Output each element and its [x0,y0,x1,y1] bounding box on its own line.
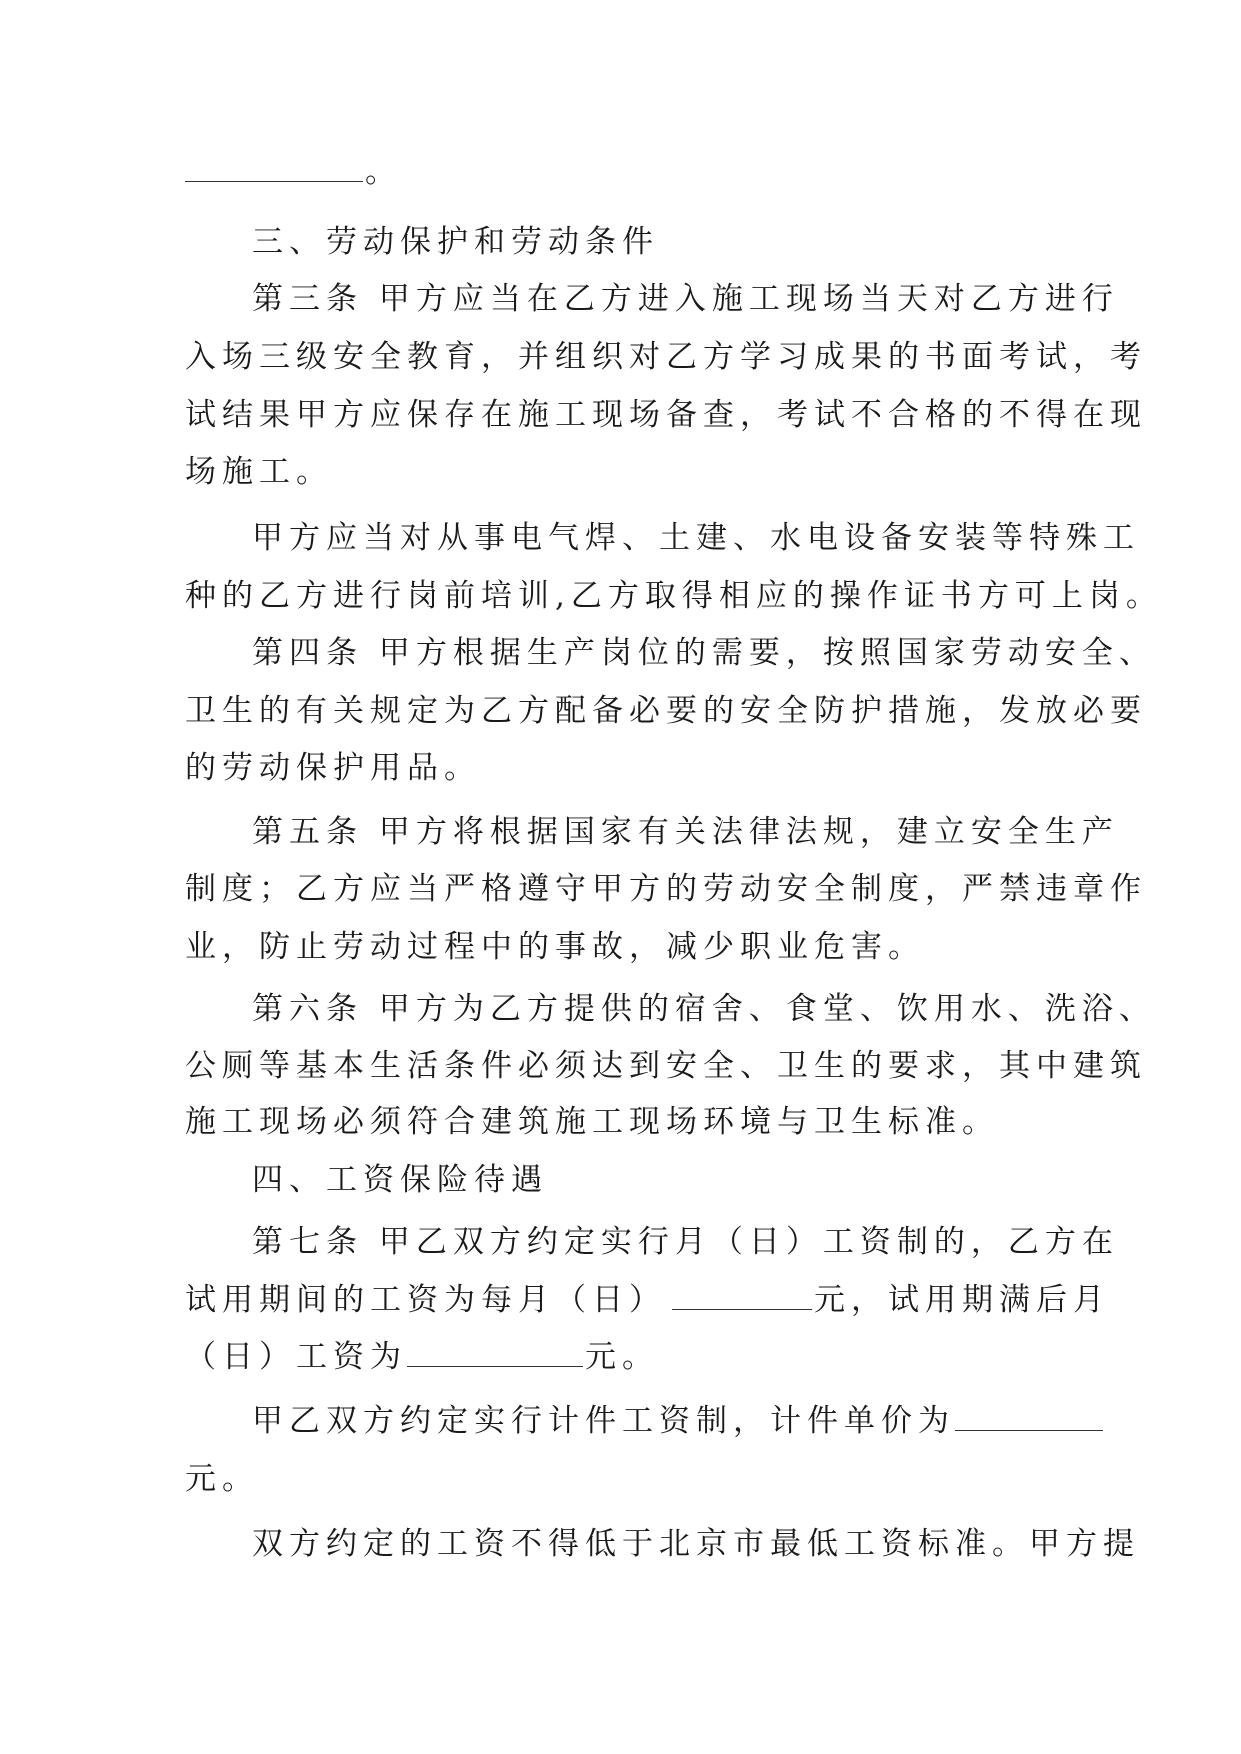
text-segment: 甲乙双方约定实行计件工资制，计件单价为 [252,1403,955,1439]
text-segment: （日）工资为 [185,1339,407,1375]
article-7-line-1 [0,1222,1241,1262]
article-3-line-1 [0,279,1241,319]
text-segment: 第七条 甲乙双方约定实行月（日）工资制的，乙方在 [252,1224,1119,1260]
text-segment: 甲方应当对从事电气焊、土建、水电设备安装等特殊工 [252,520,1140,556]
fill-in-blank-monthly-wage [407,1340,583,1367]
article-6-line-2 [0,1046,1241,1086]
article-4-line-3 [0,748,1241,788]
text-segment: 。 [365,154,402,190]
text-segment: 公厕等基本生活条件必须达到安全、卫生的要求，其中建筑 [185,1048,1147,1084]
fill-in-blank-probation-wage [672,1283,812,1310]
text-segment: 卫生的有关规定为乙方配备必要的安全防护措施，发放必要 [185,693,1147,729]
text-segment: 元，试用期满后月 [814,1282,1110,1318]
article-3-line-2 [0,337,1241,377]
text-segment: 场施工。 [185,454,333,490]
text-segment: 种的乙方进行岗前培训,乙方取得相应的操作证书方可上岗。 [185,578,1163,614]
text-segment: 试结果甲方应保存在施工现场备查，考试不合格的不得在现 [185,397,1147,433]
piece-rate-line-1 [0,1401,1241,1441]
article-4-line-2 [0,691,1241,731]
text-segment: 的劳动保护用品。 [185,750,481,786]
article-7-line-2 [0,1280,1241,1320]
fill-in-blank-piece-rate [955,1404,1103,1431]
text-line-1 [0,152,1241,192]
text-segment: 制度；乙方应当严格遵守甲方的劳动安全制度，严禁违章作 [185,871,1147,907]
text-segment: 元。 [185,1461,259,1497]
article-7-line-3 [0,1337,1241,1377]
text-segment: 第三条 甲方应当在乙方进入施工现场当天对乙方进行 [252,281,1119,317]
article-3-line-3 [0,395,1241,435]
special-training-line-2 [0,576,1241,616]
piece-rate-line-2 [0,1459,1241,1499]
article-6-line-1 [0,989,1241,1029]
text-segment: 入场三级安全教育，并组织对乙方学习成果的书面考试，考 [185,339,1147,375]
text-segment: 第六条 甲方为乙方提供的宿舍、食堂、饮用水、洗浴、 [252,991,1156,1027]
text-segment: 第四条 甲方根据生产岗位的需要，按照国家劳动安全、 [252,635,1156,671]
section-heading-labor-protection [0,222,1241,262]
special-training-line-1 [0,518,1241,558]
text-segment: 三、劳动保护和劳动条件 [252,224,659,260]
text-segment: 双方约定的工资不得低于北京市最低工资标准。甲方提 [252,1526,1140,1562]
minimum-wage-line-1 [0,1524,1241,1564]
text-segment: 元。 [585,1339,659,1375]
fill-in-blank [185,155,363,182]
article-5-line-2 [0,869,1241,909]
article-5-line-3 [0,927,1241,967]
text-segment: 第五条 甲方将根据国家有关法律法规，建立安全生产 [252,814,1119,850]
article-5-line-1 [0,812,1241,852]
section-heading-wages-insurance [0,1160,1241,1200]
article-6-line-3 [0,1102,1241,1142]
text-segment: 试用期间的工资为每月（日） [185,1282,666,1318]
text-segment: 业，防止劳动过程中的事故，减少职业危害。 [185,929,925,965]
article-3-line-4 [0,452,1241,492]
text-segment: 施工现场必须符合建筑施工现场环境与卫生标准。 [185,1104,999,1140]
text-segment: 四、工资保险待遇 [252,1162,548,1198]
article-4-line-1 [0,633,1241,673]
